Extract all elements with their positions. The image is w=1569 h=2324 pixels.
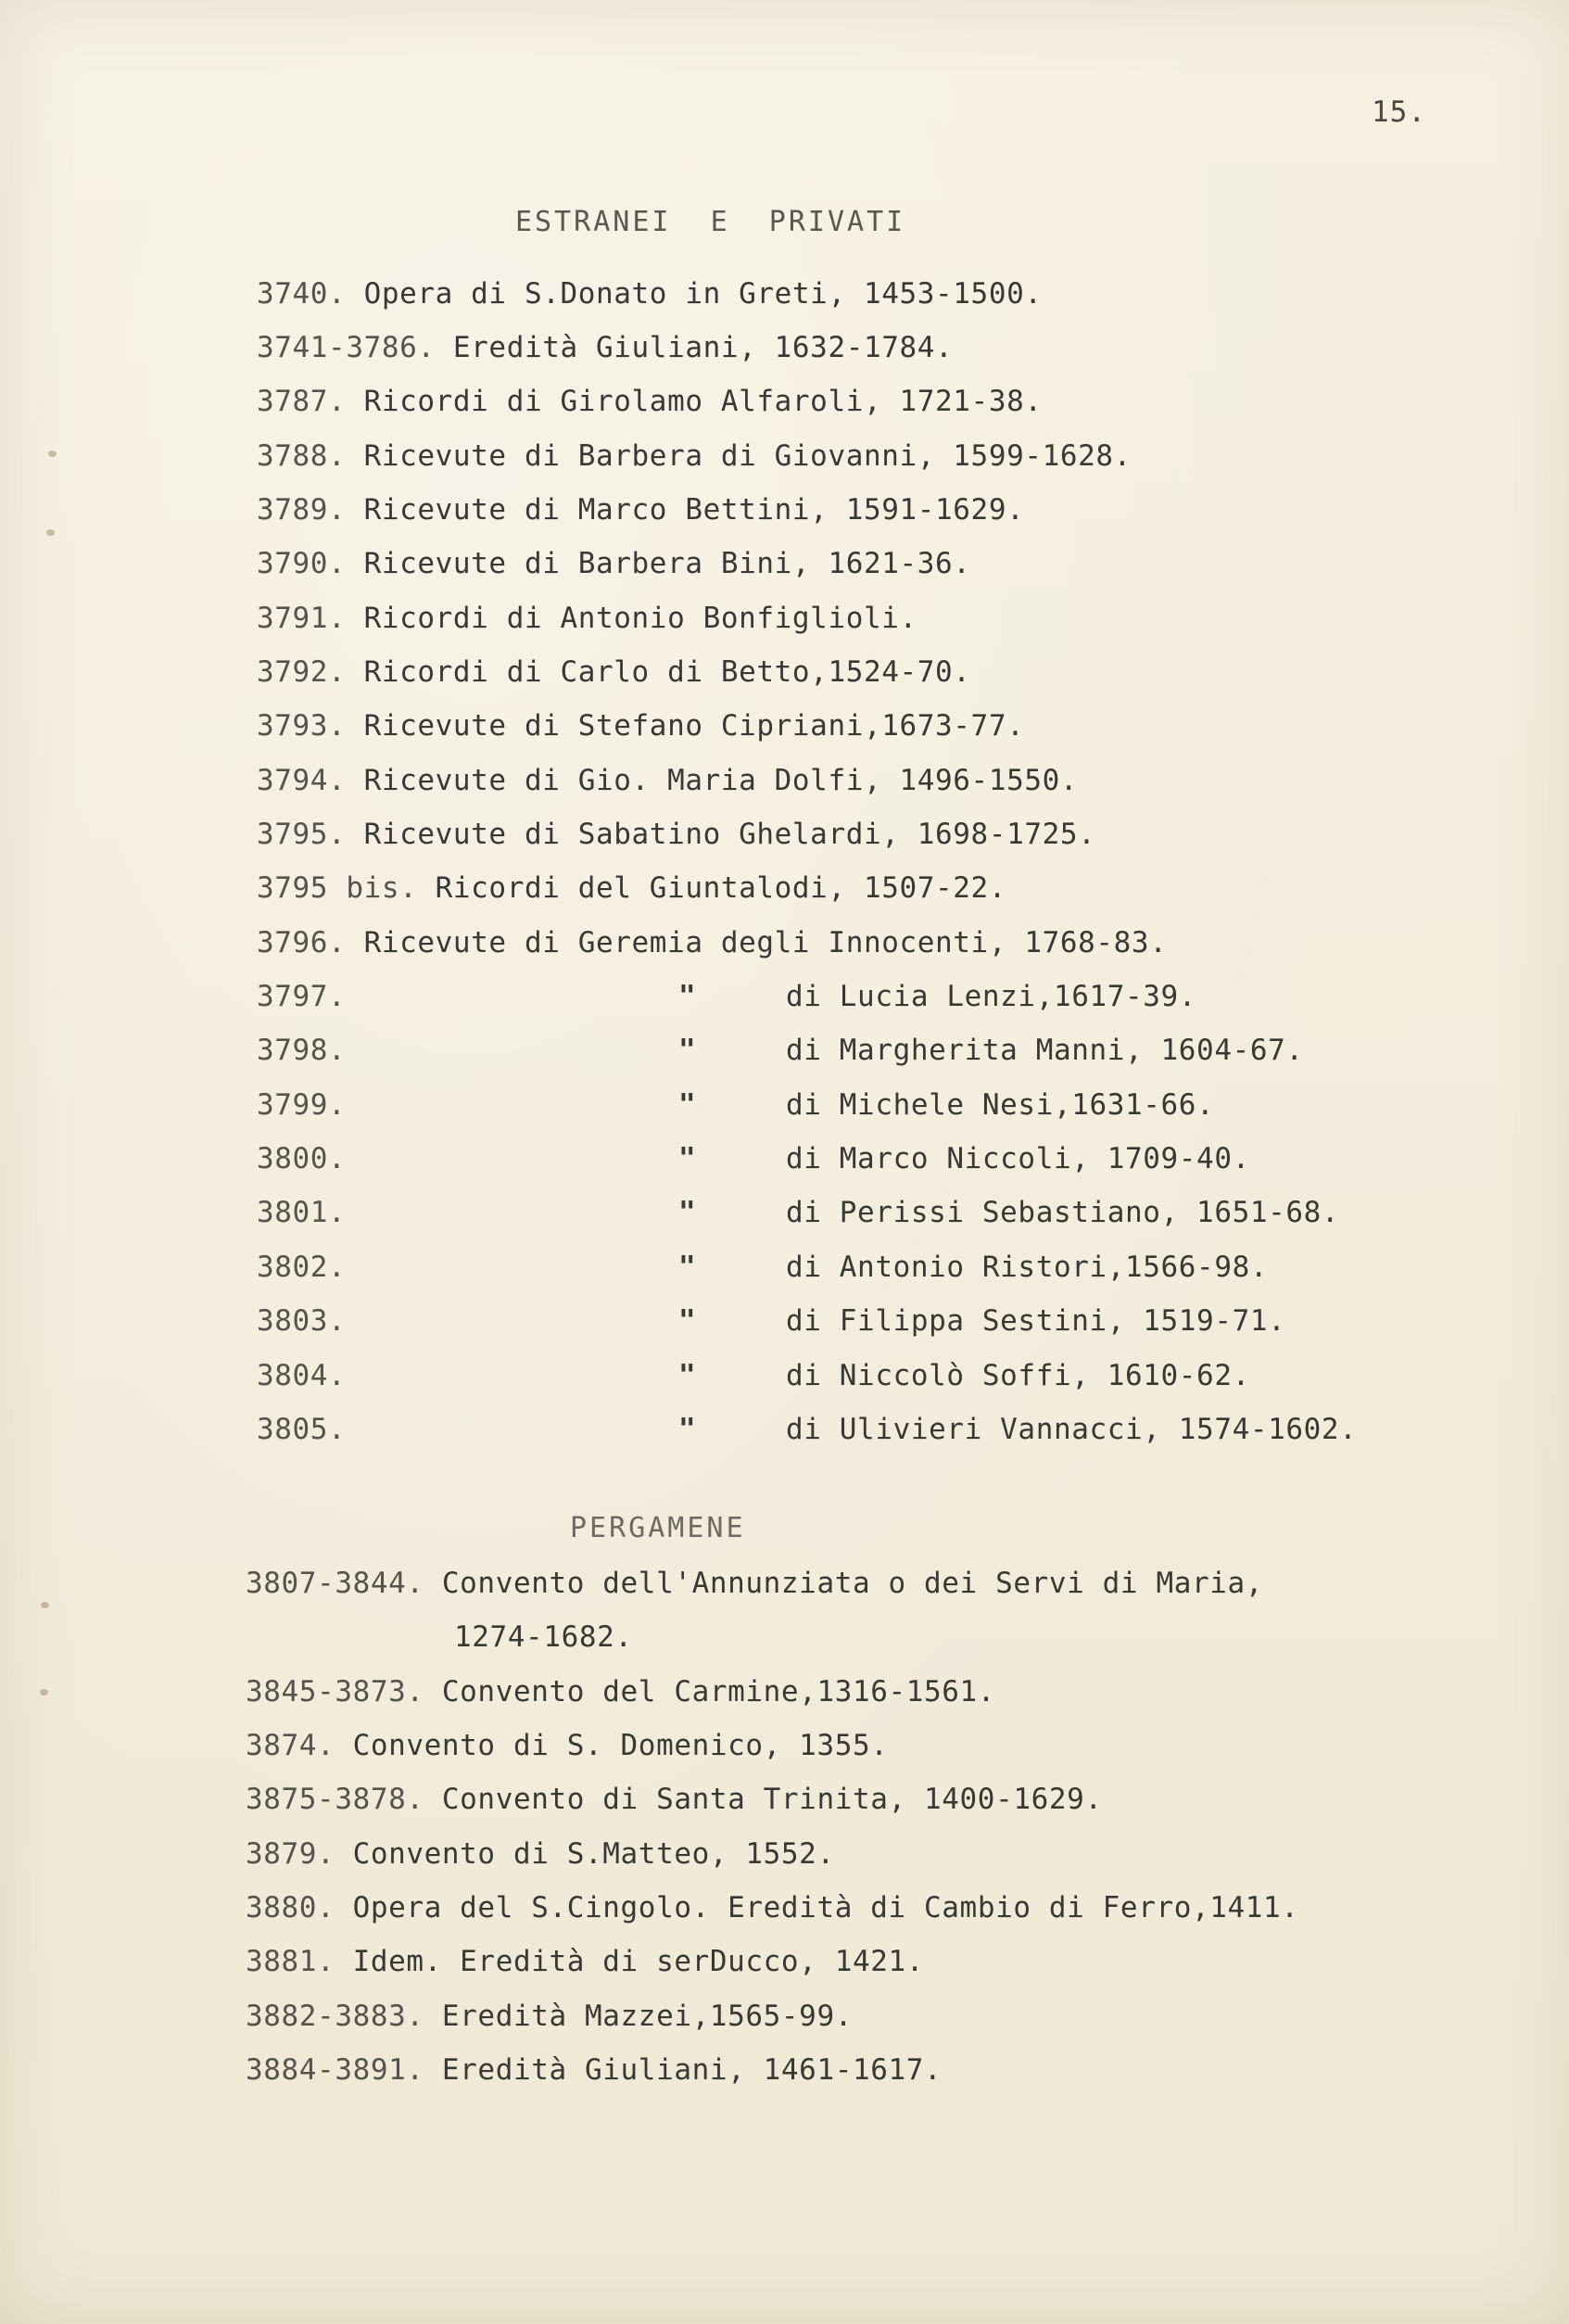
ditto-mark: " <box>678 1251 697 1284</box>
list-item: 3807-3844. Convento dell'Annunziata o dei Servi di Maria, <box>246 1567 1264 1600</box>
section-title-estranei: ESTRANEI E PRIVATI <box>515 206 906 238</box>
section-title-pergamene: PERGAMENE <box>570 1512 746 1544</box>
ditto-mark: " <box>678 980 697 1013</box>
ditto-mark: " <box>678 1359 697 1392</box>
ditto-mark: " <box>678 1304 697 1338</box>
ditto-mark: " <box>678 1142 697 1175</box>
list-item: 3793. Ricevute di Stefano Cipriani,1673-77. <box>257 709 1025 743</box>
punch-mark <box>48 451 57 457</box>
list-item: 3804. " di Niccolò Soffi, 1610-62. <box>257 1359 1250 1392</box>
list-item: 3788. Ricevute di Barbera di Giovanni, 1599-1628. <box>257 439 1132 473</box>
list-item: 3881. Idem. Eredità di serDucco, 1421. <box>246 1945 925 1978</box>
list-item: 3740. Opera di S.Donato in Greti, 1453-1500. <box>257 277 1043 311</box>
list-item: 3845-3873. Convento del Carmine,1316-1561. <box>246 1675 996 1708</box>
punch-mark <box>41 1602 49 1608</box>
list-item: 3805. " di Ulivieri Vannacci, 1574-1602. <box>257 1413 1358 1446</box>
ditto-mark: " <box>678 1413 697 1446</box>
list-item: 3790. Ricevute di Barbera Bini, 1621-36. <box>257 547 971 580</box>
list-item: 3801. " di Perissi Sebastiano, 1651-68. <box>257 1196 1340 1229</box>
list-item: 3803. " di Filippa Sestini, 1519-71. <box>257 1304 1286 1338</box>
ditto-mark: " <box>678 1034 697 1067</box>
punch-mark <box>46 529 55 536</box>
ditto-mark: " <box>678 1088 697 1122</box>
punch-mark <box>40 1689 48 1695</box>
list-item: 3796. Ricevute di Geremia degli Innocenti, 1768-83. <box>257 926 1168 959</box>
list-item-continuation: 1274-1682. <box>454 1620 633 1654</box>
list-item: 3800. " di Marco Niccoli, 1709-40. <box>257 1142 1250 1175</box>
list-item: 3884-3891. Eredità Giuliani, 1461-1617. <box>246 2053 943 2087</box>
list-item: 3795 bis. Ricordi del Giuntalodi, 1507-22. <box>257 871 1007 905</box>
page-number: 15. <box>1372 95 1426 129</box>
list-item: 3795. Ricevute di Sabatino Ghelardi, 1698-1725. <box>257 818 1096 851</box>
list-item: 3741-3786. Eredità Giuliani, 1632-1784. <box>257 331 954 364</box>
list-item: 3875-3878. Convento di Santa Trinita, 1400-1629. <box>246 1783 1103 1816</box>
list-item: 3787. Ricordi di Girolamo Alfaroli, 1721-38. <box>257 385 1043 418</box>
list-item: 3799. " di Michele Nesi,1631-66. <box>257 1088 1215 1122</box>
list-item: 3797. " di Lucia Lenzi,1617-39. <box>257 980 1197 1013</box>
list-item: 3874. Convento di S. Domenico, 1355. <box>246 1729 889 1762</box>
list-item: 3798. " di Margherita Manni, 1604-67. <box>257 1034 1304 1067</box>
list-item: 3789. Ricevute di Marco Bettini, 1591-1629. <box>257 493 1025 527</box>
ditto-mark: " <box>678 1196 697 1229</box>
list-item: 3794. Ricevute di Gio. Maria Dolfi, 1496-1550. <box>257 764 1079 797</box>
list-item: 3791. Ricordi di Antonio Bonfiglioli. <box>257 602 917 635</box>
list-item: 3880. Opera del S.Cingolo. Eredità di Cambio di Ferro,1411. <box>246 1891 1299 1924</box>
list-item: 3879. Convento di S.Matteo, 1552. <box>246 1837 835 1871</box>
list-item: 3802. " di Antonio Ristori,1566-98. <box>257 1251 1269 1284</box>
list-item: 3792. Ricordi di Carlo di Betto,1524-70. <box>257 655 971 689</box>
list-item: 3882-3883. Eredità Mazzei,1565-99. <box>246 2000 853 2033</box>
